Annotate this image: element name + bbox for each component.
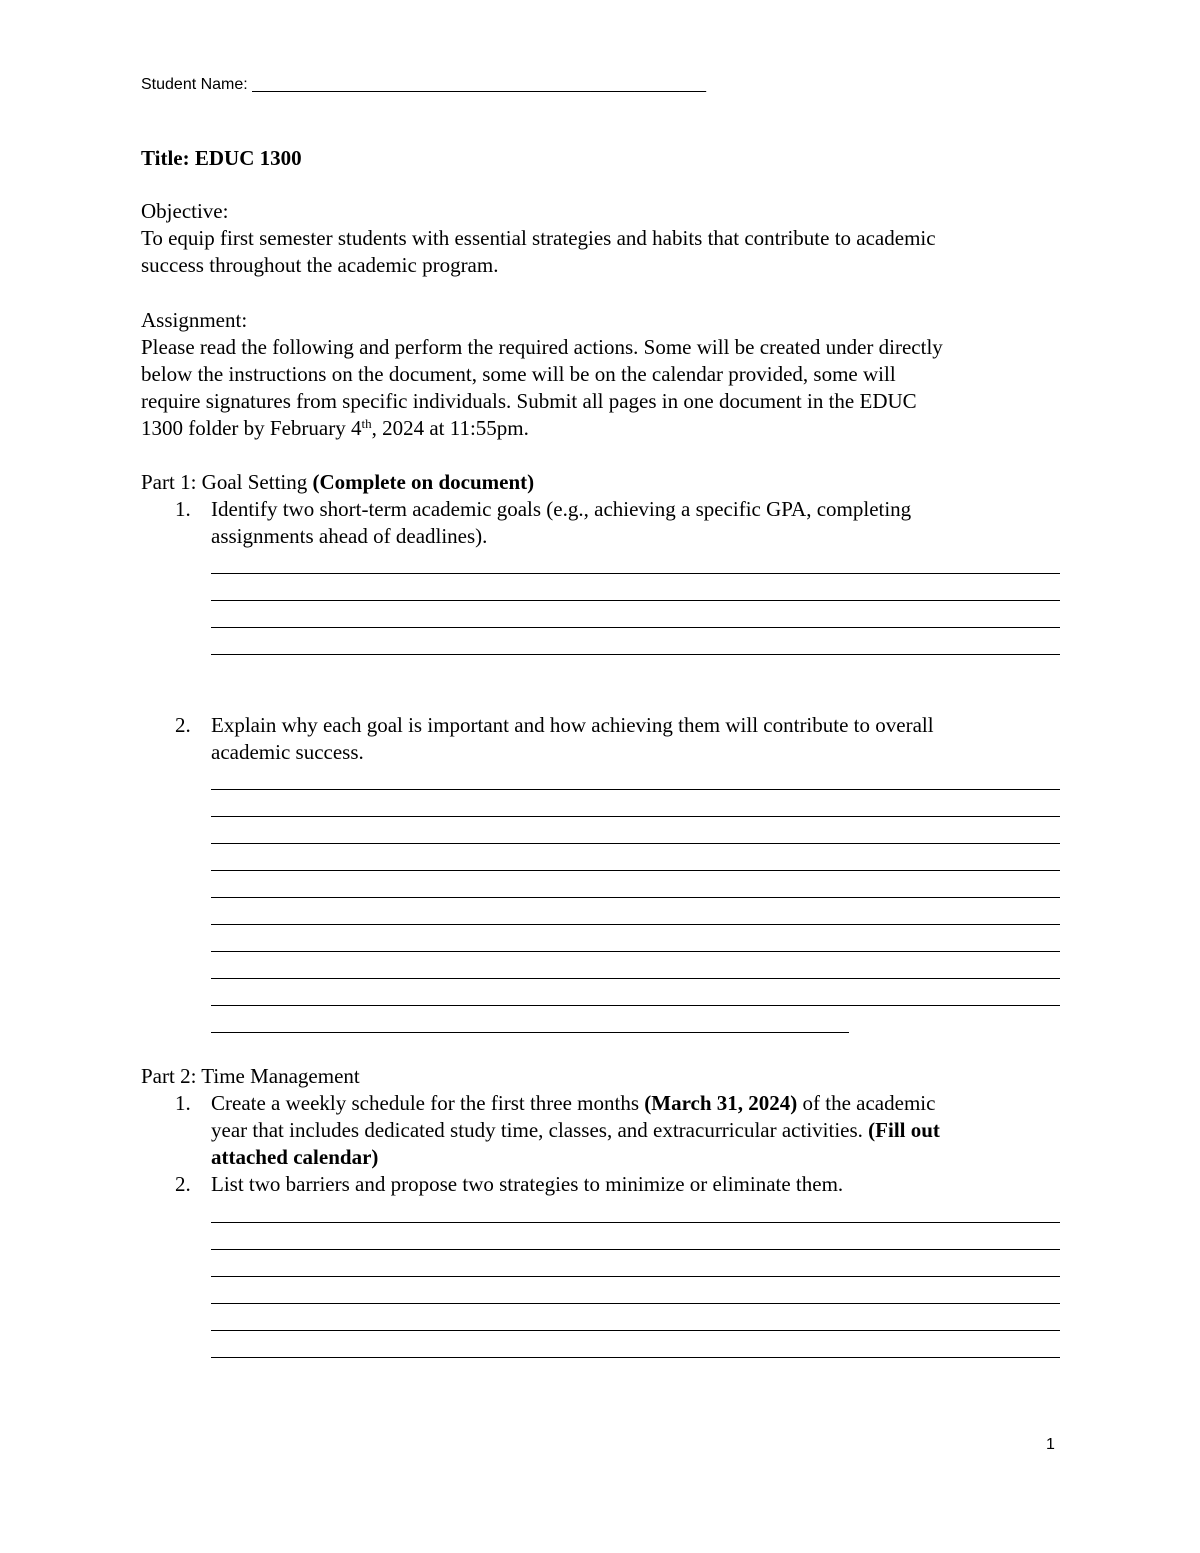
part2-item1-line [211,1090,935,1117]
text-run: of the academic [797,1091,936,1115]
bold-run: (March 31, 2024) [644,1091,798,1115]
answer-line[interactable] [211,978,1060,979]
part2-heading: Part 2: Time Management [141,1064,360,1088]
answer-line[interactable] [211,654,1060,655]
part1-item1-line: Identify two short-term academic goals (e.g., achieving a specific GPA, completing [211,497,912,521]
objective-text-line: success throughout the academic program. [141,253,499,277]
answer-line[interactable] [211,1249,1060,1250]
page-number: 1 [1046,1436,1055,1453]
assignment-text-line: Please read the following and perform the required actions. Some will be created under directly [141,335,943,359]
student-name-blank[interactable]: ___________________________________________________ [252,76,707,93]
deadline-text: 1300 folder by February 4 [141,416,362,440]
assignment-text-line: below the instructions on the document, some will be on the calendar provided, some will [141,362,896,386]
objective-heading: Objective: [141,199,229,223]
answer-line[interactable] [211,1276,1060,1277]
list-number: 2. [175,713,191,737]
answer-line[interactable] [211,816,1060,817]
part2-item1-line: attached calendar) [211,1145,379,1169]
part2-item2-line: List two barriers and propose two strategies to minimize or eliminate them. [211,1172,844,1196]
part1-item2-line: academic success. [211,740,364,764]
assignment-heading: Assignment: [141,308,248,332]
answer-line[interactable] [211,843,1060,844]
list-number: 1. [175,497,191,521]
bold-run: (Fill out [868,1118,940,1142]
part1-item2-line: Explain why each goal is important and how achieving them will contribute to overall [211,713,934,737]
part1-item1-line: assignments ahead of deadlines). [211,524,488,548]
part1-heading-note: (Complete on document) [312,470,535,494]
answer-line[interactable] [211,627,1060,628]
answer-line[interactable] [211,573,1060,574]
deadline-text-tail: , 2024 at 11:55pm. [371,416,529,440]
answer-line[interactable] [211,1032,849,1033]
objective-text-line: To equip first semester students with essential strategies and habits that contribute to academic [141,226,936,250]
document-title: Title: EDUC 1300 [141,146,302,170]
answer-line[interactable] [211,789,1060,790]
answer-line[interactable] [211,1222,1060,1223]
part1-heading-text: Part 1: Goal Setting [141,470,313,494]
answer-line[interactable] [211,897,1060,898]
part2-item1-line [211,1117,940,1144]
assignment-deadline-line [141,415,529,442]
answer-line[interactable] [211,1357,1060,1358]
answer-line[interactable] [211,924,1060,925]
answer-line[interactable] [211,1303,1060,1304]
answer-line[interactable] [211,951,1060,952]
list-number: 1. [175,1091,191,1115]
answer-line[interactable] [211,1005,1060,1006]
student-name-label: Student Name: [141,76,248,93]
list-number: 2. [175,1172,191,1196]
assignment-text-line: require signatures from specific individuals. Submit all pages in one document in the EDUC [141,389,917,413]
answer-line[interactable] [211,600,1060,601]
text-run: year that includes dedicated study time, classes, and extracurricular activities. [211,1118,869,1142]
answer-line[interactable] [211,870,1060,871]
answer-line[interactable] [211,1330,1060,1331]
part1-heading [141,469,534,496]
text-run: Create a weekly schedule for the first three months [211,1091,645,1115]
deadline-ordinal: th [361,416,372,431]
student-name-line [141,76,706,94]
